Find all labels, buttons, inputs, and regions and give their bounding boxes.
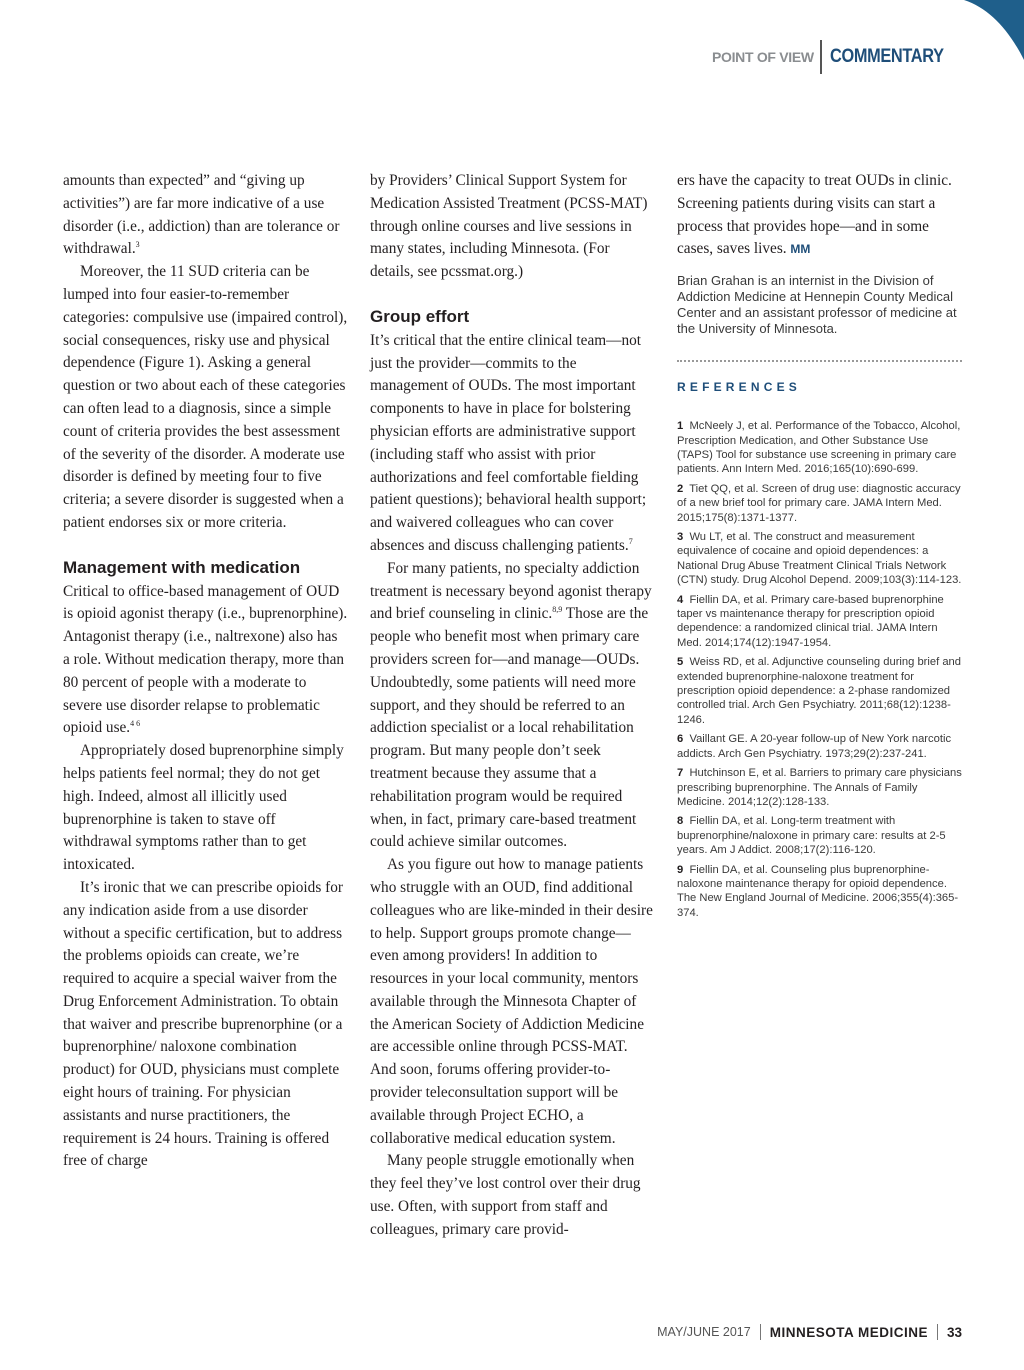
author-bio: Brian Grahan is an internist in the Division of Addiction Medicine at Hennepin County Medical Center and an assistant professor of medicine at the University of Minnesota. xyxy=(677,273,957,336)
reference-text: Fiellin DA, et al. Primary care-based buprenorphine taper vs maintenance therapy for prescription opioid dependence: a randomized clinical trial. JAMA Intern Med. 2014;174(12):1947-1954. xyxy=(677,593,944,649)
reference-item xyxy=(677,766,962,809)
issue-date: MAY/JUNE 2017 xyxy=(657,1325,751,1339)
paragraph: It’s ironic that we can prescribe opioids for any indication aside from a use disorder without a specific certification, but to address the problems opioids can create, we’re required to acquire a special waiver from the Drug Enforcement Administration. To obtain that waiver and prescribe buprenorphine (or a buprenorphine/ naloxone combination product) for OUD, physicians must complete eight hours of training. For physician assistants and nurse practitioners, the requirement is 24 hours. Training is offered free of charge xyxy=(63,878,343,1170)
paragraph: amounts than expected” and “giving up activities”) are far more indicative of a use disorder (i.e., addiction) than are tolerance or withdrawal.$^3$ xyxy=(63,172,340,258)
reference-number: 2 xyxy=(677,482,684,495)
paragraph: by Providers’ Clinical Support System for Medication Assisted Treatment (PCSS-MAT) through online courses and live sessions in many states, including Minnesota. (For details, see pcssmat.org.) xyxy=(370,172,648,281)
magazine-name: MINNESOTA MEDICINE xyxy=(769,1324,928,1340)
reference-text: Wu LT, et al. The construct and measurement equivalence of cocaine and opioid dependences: a National Drug Abuse Treatment Clinical Trials Network (CTN) study. Drug Alcohol Depend. 2009;103(3):114-123. xyxy=(677,531,962,587)
reference-text: Tiet QQ, et al. Screen of drug use: diagnostic accuracy of a new brief tool for primary care. JAMA Intern Med. 2015;175(8):1371-1377. xyxy=(677,482,961,524)
reference-number: 7 xyxy=(677,767,684,780)
paragraph: ers have the capacity to treat OUDs in clinic. Screening patients during visits can start a process that provides hope—and in some cases, saves lives. MM xyxy=(677,172,952,258)
corner-decoration xyxy=(964,0,1024,60)
reference-item xyxy=(677,732,962,761)
reference-item xyxy=(677,655,962,727)
column-1 xyxy=(63,170,348,1173)
reference-number: 9 xyxy=(677,863,684,876)
reference-item xyxy=(677,863,962,921)
reference-item xyxy=(677,593,962,651)
paragraph: For many patients, no specialty addiction treatment is necessary beyond agonist therapy and brief counseling in clinic.$^{8,9}$ Those are the people who benefit most when primary care providers screen for—and manage—OUDs. Undoubtedly, some patients will need more support, and they should be referred to an addiction specialist or a local rehabilitation program. But many people don’t seek treatment because they assume that a rehabilitation program would be required when, in fact, primary care-based treatment could achieve similar outcomes. xyxy=(370,559,652,851)
reference-number: 5 xyxy=(677,656,684,669)
reference-number: 3 xyxy=(677,531,684,544)
references-heading: REFERENCES xyxy=(677,380,802,395)
reference-number: 6 xyxy=(677,733,684,746)
section-label: POINT OF VIEW xyxy=(711,49,814,65)
reference-text: Vaillant GE. A 20-year follow-up of New York narcotic addicts. Arch Gen Psychiatry. 1973;29(2):237-241. xyxy=(677,733,952,760)
reference-text: Fiellin DA, et al. Long-term treatment with buprenorphine/naloxone in primary care: results at 2-5 years. Am J Addict. 2008;17(2):116-120. xyxy=(677,815,946,857)
reference-text: Fiellin DA, et al. Counseling plus buprenorphine-naloxone maintenance therapy for opioid dependence. The New England Journal of Medicine. 2006;355(4):365-374. xyxy=(677,863,959,919)
reference-item xyxy=(677,419,962,477)
paragraph: Critical to office-based management of OUD is opioid agonist therapy (i.e., buprenorphine). Antagonist therapy (i.e., naltrexone) also has a role. Without medication therapy, more than 80 percent of people with a moderate to severe use disorder relapse to problematic opioid use.$^{4 6}$ xyxy=(63,582,348,737)
paragraph: Many people struggle emotionally when they feel they’ve lost control over their drug use. Often, with support from staff and colleagues, primary care provid- xyxy=(370,1152,641,1238)
section-heading: Group effort xyxy=(370,306,470,326)
paragraph: It’s critical that the entire clinical team—not just the provider—commits to the management of OUDs. The most important components to have in place for bolstering physician efforts are administrative support (including staff who assist with prior authorizations and feel comfortable fielding patient questions); behavioral health support; and waivered colleagues who can cover absences and discuss challenging patients.$^7$ xyxy=(370,331,647,554)
reference-item xyxy=(677,482,962,525)
reference-text: Hutchinson E, et al. Barriers to primary care physicians prescribing buprenorphine. The Annals of Family Medicine. 2014;12(2):128-133. xyxy=(677,767,962,808)
paragraph: As you figure out how to manage patients who struggle with an OUD, find additional colleagues who are like-minded in their desire to help. Support groups promote change—even among providers! In addition to resources in your local community, mentors available through the Minnesota Chapter of the American Society of Addiction Medicine are accessible online through PCSS-MAT. And soon, forums offering provider-to-provider teleconsultation support will be available through Project ECHO, a collaborative medical education system. xyxy=(370,856,653,1147)
reference-number: 1 xyxy=(677,420,684,433)
references-list xyxy=(677,419,962,920)
reference-text: McNeely J, et al. Performance of the Tobacco, Alcohol, Prescription Medication, and Other Substance Use (TAPS) Tool for substance use screening in primary care patients. Ann Intern Med. 2016;165(10):690-699. xyxy=(677,420,961,476)
reference-number: 4 xyxy=(677,593,684,606)
paragraph: Appropriately dosed buprenorphine simply helps patients feel normal; they do not get high. Indeed, almost all illicitly used buprenorphine is taken to stave off withdrawal symptoms rather than to get intoxicated. xyxy=(63,742,344,874)
header-divider xyxy=(820,40,822,74)
page-number: 33 xyxy=(946,1324,962,1340)
column-3 xyxy=(677,170,962,925)
reference-item xyxy=(677,530,962,588)
footer-divider xyxy=(760,1324,761,1340)
page-header xyxy=(712,40,962,74)
footer-divider xyxy=(937,1324,938,1340)
paragraph: Moreover, the 11 SUD criteria can be lumped into four easier-to-remember categories: compulsive use (impaired control), social consequences, risky use and physical dependence (Figure 1). Asking a general question or two about each of these categories can often lead to a diagnosis, since a simple count of criteria provides the best assessment of the severity of the disorder. A moderate use disorder is defined by meeting four to five criteria; a severe disorder is suggested when a patient endorses six or more criteria. xyxy=(63,263,348,531)
dotted-divider xyxy=(677,360,962,362)
column-2 xyxy=(370,170,655,1242)
reference-text: Weiss RD, et al. Adjunctive counseling during brief and extended buprenorphine-naloxone treatment for prescription opioid dependence: a 2-phase randomized controlled trial. Arch Gen Psychiatry. 2011;68(12):1238-1246. xyxy=(677,656,962,726)
category-label: COMMENTARY xyxy=(829,46,944,67)
page-footer xyxy=(657,1324,962,1340)
reference-number: 8 xyxy=(677,815,684,828)
reference-item xyxy=(677,814,962,857)
end-mark: MM xyxy=(790,242,811,257)
section-heading: Management with medication xyxy=(63,557,301,577)
